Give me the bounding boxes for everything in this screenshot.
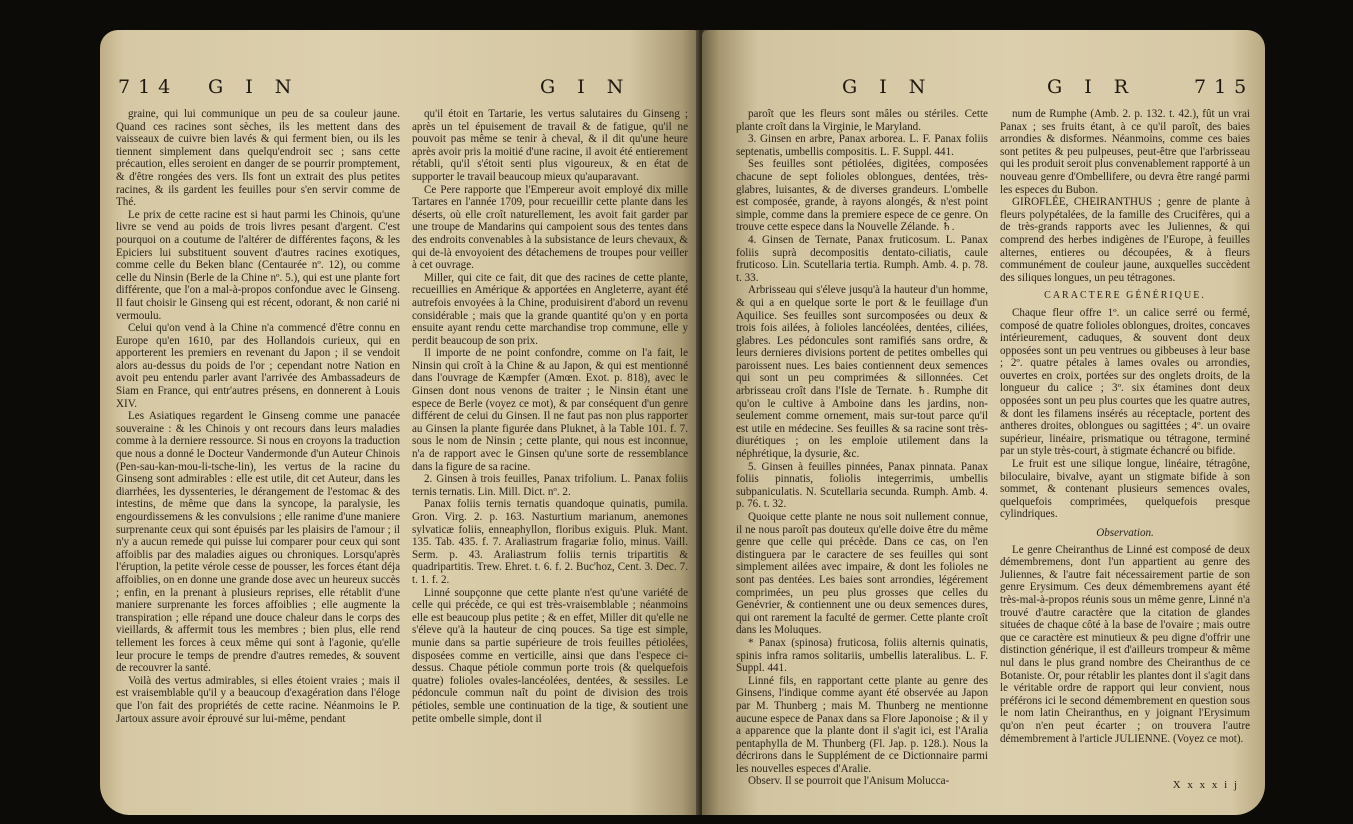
running-head-right-a: G I N [842,76,934,98]
running-head-left-b: G I N [540,76,632,98]
right-page-column-2 [1000,108,1250,784]
paragraph: graine, qui lui communique un peu de sa couleur jaune. Quand ces racines sont sèches, ils les mettent dans des vaisseaux de cuivre bien lavés & qui ferment bien, ou ils les tiennent simplement dans quelqu'endroit sec ; sans cette précaution, elles seroient en danger de se pourrir promptement, & d'être rongées des vers. Ils font un extrait des plus petites racines, & ils gardent les feuilles pour s'en servir comme de Thé. [116,108,400,209]
paragraph: paroît que les fleurs sont mâles ou stériles. Cette plante croît dans la Virginie, le Maryland. [736,108,988,133]
paragraph: 5. Ginsen à feuilles pinnées, Panax pinnata. Panax foliis pinnatis, foliolis integerrimis, umbellis subpaniculatis. N. Scutellaria secunda. Rumph. Amb. 4. p. 76. t. 32. [736,460,988,511]
paragraph: 2. Ginsen à trois feuilles, Panax trifolium. L. Panax foliis ternis ternatis. Lin. Mill. Dict. nº. 2. [412,473,688,498]
running-head-left-a: G I N [208,76,300,98]
paragraph: Miller, qui cite ce fait, dit que des racines de cette plante, recueillies en Amérique & apportées en Angleterre, ayant été autrefois envoyées à la Chine, produisirent d'abord un revenu considérable ; mais que la grande quantité qu'on y en porta ensuite ayant rendu cette marchandise trop commune, elle y perdit beaucoup de son prix. [412,271,688,347]
paragraph: 3. Ginsen en arbre, Panax arborea. L. F. Panax foliis septenatis, umbellis compositis. L. F. Suppl. 441. [736,133,988,158]
paragraph: Observ. Il se pourroit que l'Anisum Molucca- [748,775,950,788]
left-page [100,30,700,815]
paragraph: Chaque fleur offre 1º. un calice serré ou fermé, composé de quatre folioles oblongues, droites, concaves intérieurement, caduques, & souvent dont deux opposées sont un peu ventrues ou gibbeuses à leur base ; 2º. quatre pétales à lames ovales ou arrondies, ouvertes en croix, portées sur des onglets droits, de la longueur du calice ; 3º. six étamines dont deux opposées sont un peu plus courtes que les quatre autres, & dont les filamens insérés au réceptacle, portent des antheres droites, oblongues ou sagittées ; 4º. un ovaire supérieur, linéaire, prismatique ou tétragone, terminé par un style très-court, à stigmate échancré ou bifide. [1000,306,1250,458]
paragraph: Observation. [1096,527,1154,539]
page-number-left: 714 [118,76,179,98]
paragraph: Ce Pere rapporte que l'Empereur avoit employé dix mille Tartares en l'année 1709, pour recueillir cette plante dans les déserts, où elle croît naturellement, les avoit fait garder par une troupe de Mandarins qui campoient sous des tentes dans des endroits convenables à la subsistance de leurs chevaux, & qui de-là envoyoient des détachemens de troupes pour veiller à cet ouvrage. [412,183,688,272]
paragraph: CARACTERE GÉNÉRIQUE. [1044,290,1206,302]
paragraph: Linné fils, en rapportant cette plante au genre des Ginsens, l'indique comme ayant été observée au Japon par M. Thunberg ; mais M. Thunberg ne mentionne aucune espece de Panax dans sa Flore Japonoise ; & il y a apparence que la plante dont il s'agit ici, est l'Aralia pentaphylla de M. Thunberg (Fl. Jap. p. 128.). Nous la décrirons dans le Supplément de ce Dictionnaire parmi les nouvelles especes d'Aralie. [736,674,988,775]
paragraph: Panax foliis ternis ternatis quandoque quinatis, pumila. Gron. Virg. 2. p. 163. Nasturtium marianum, anemones sylvaticæ foliis, enneaphyllon, floribus exiguis. Pluk. Mant. 135. Tab. 435. f. 7. Araliastrum fragariæ folio, minus. Vaill. Serm. p. 43. Araliastrum foliis ternis tripartitis & quadripartitis. Trew. Ehret. t. 6. f. 2. Buc'hoz, Cent. 3. Dec. 7. t. 1. f. 2. [412,498,688,586]
paragraph: num de Rumphe (Amb. 2. p. 132. t. 42.), fût un vrai Panax ; ses fruits étant, à ce qu'il paroît, des baies arrondies & disformes. Néanmoins, comme ces baies sont petites & peu pulpeuses, peut-être que l'arbrisseau qui les produit seroit plus convenablement rapporté à un nouveau genre d'Ombellifere, ou devra être rangé parmi les especes du Bubon. [1000,108,1250,196]
right-page [702,30,1265,815]
paragraph: Le genre Cheiranthus de Linné est composé de deux démembremens, dont l'un appartient au genre des Juliennes, & l'autre fait nécessairement partie de son genre Erysimum. Ces deux démembremens ayant été très-mal-à-propos réunis sous un même genre, Linné n'a trouvé d'autre caractère que la citation de glandes situées de chaque côté à la base de l'ovaire ; mais outre que ce caractère est minutieux & peu digne d'offrir une distinction générique, il est d'ailleurs trompeur & même nul dans le plus grand nombre des Cheiranthus de ce Botaniste. Or, pour rétablir les plantes dont il s'agit dans le véritable ordre de rapport qui leur convient, nous préférons ici le second démembrement en question sous le nom latin Cheiranthus, en y joignant l'Erysimum qu'on n'en peut écarter ; on trouvera l'autre démembrement à l'article JULIENNE. (Voyez ce mot). [1000,543,1250,745]
signature-mark: X x x x i j [1172,779,1239,791]
paragraph: Arbrisseau qui s'éleve jusqu'à la hauteur d'un homme, & qui a en quelque sorte le port & le feuillage d'un Aquilice. Ses feuilles sont surcomposées ou deux & trois fois ailées, à folioles lancéolées, dentées, ciliées, glabres. Les pédoncules sont ramifiés sans ordre, & leurs dernieres divisions portent de petites ombelles qui paroissent nues. Les baies contiennent deux semences qui sont un peu comprimées & sillonnées. Cet arbrisseau croît dans l'Isle de Ternate. ♄. Rumphe dit qu'on le cultive à Amboine dans les jardins, non-seulement comme ornement, mais sur-tout parce qu'il est utile en médecine. Ses feuilles & sa racine sont très-diurétiques ; on les emploie utilement dans la néphrétique, la dysurie, &c. [736,284,988,461]
paragraph: Ses feuilles sont pétiolées, digitées, composées chacune de sept folioles oblongues, dentées, très-glabres, luisantes, & de diverses grandeurs. L'ombelle est composée, grande, à rayons alongés, & n'est point simple, comme dans la premiere espece de ce genre. On trouve cette espece dans la Nouvelle Zélande. ♄. [736,158,988,234]
paragraph: GIROFLÉE, CHEIRANTHUS ; genre de plante à fleurs polypétalées, de la famille des Crucifères, qui a de très-grands rapports avec les Juliennes, & qui comprend des herbes indigènes de l'Europe, à feuilles alternes, entieres ou découpées, & à fleurs communément de couleur jaune, auxquelles succèdent des siliques longues, un peu tétragones. [1000,196,1250,284]
paragraph: Celui qu'on vend à la Chine n'a commencé d'être connu en Europe qu'en 1610, par des Hollandois curieux, qui en apporterent les premiers en revenant du Japon ; il se vendoit alors au-dessus du poids de l'or ; cependant notre Nation en avoit peu entendu parler avant l'arrivée des Ambassadeurs de Siam en France, qui entr'autres présens, en donnerent à Louis XIV. [116,322,400,410]
paragraph: Linné soupçonne que cette plante n'est qu'une variété de celle qui précède, ce qui est très-vraisemblable ; néanmoins elle est beaucoup plus petite ; & en effet, Miller dit qu'elle ne s'éleve qu'à la hauteur de cinq pouces. Sa tige est simple, munie dans sa partie supérieure de trois feuilles pétiolées, disposées comme en verticille, ainsi que dans l'espece ci-dessus. Chaque pétiole commun porte trois (& quelquefois quatre) folioles ovales-lancéolées, dentées, & sessiles. Le pédoncule commun naît du point de division des trois pétioles, semble une continuation de la tige, & soutient une petite ombelle simple, dont il [412,586,688,725]
left-page-column-2 [412,108,688,798]
open-book [100,30,1265,815]
paragraph: Les Asiatiques regardent le Ginseng comme une panacée souveraine : & les Chinois y ont recours dans leurs maladies comme à la derniere ressource. Si nous en croyons la traduction que nous a donné le Docteur Vandermonde d'un Auteur Chinois (Pen-sau-kan-mou-li-tsche-lin), les vertus de la racine du Ginseng sont admirables : elle est utile, dit cet Auteur, dans les diarrhées, les dyssenteries, le dérangement de l'estomac & des intestins, de même que dans la syncope, la paralysie, les engourdissemens & les convulsions ; elle ranime d'une maniere surprenante ceux qui sont épuisés par les plaisirs de l'amour ; il n'y a aucun remede qui puisse lui comparer pour ceux qui sont affoiblis par des maladies aigues ou chroniques. Lorsqu'après l'éruption, la petite vérole cesse de pousser, les forces étant déja affoiblies, on en donne une grande dose avec un heureux succès ; enfin, en la prenant à plusieurs reprises, elle rétablit d'une maniere surprenante les forces affoiblies ; elle augmente la transpiration ; elle répand une douce chaleur dans le corps des vieillards, & affermit tous les membres ; bien plus, elle rend tellement les forces à ceux même qui sont à l'agonie, qu'elle leur procure le temps de prendre d'autres remedes, & souvent de recouvrer la santé. [116,410,400,675]
paragraph: 4. Ginsen de Ternate, Panax fruticosum. L. Panax foliis suprà decompositis dentato-ciliatis, caule fruticoso. Lin. Scutellaria tertia. Rumph. Amb. 4. p. 78. t. 33. [736,233,988,284]
paragraph: Quoique cette plante ne nous soit nullement connue, il ne nous paroît pas douteux qu'elle doive être du même genre que celle qui précède. Dans ce cas, on l'en distinguera par le caractere de ses feuilles qui sont simplement ailées avec impaire, & dont les folioles ne sont pas dentées. Les baies sont arrondies, légérement comprimées, un peu plus grosses que celles du Genévrier, & contiennent une ou deux semences dures, qui ont rarement la faculté de germer. Cette plante croît dans les Moluques. [736,511,988,637]
paragraph: Voilà des vertus admirables, si elles étoient vraies ; mais il est vraisemblable qu'il y a beaucoup d'exagération dans l'éloge que l'on fait des propriétés de cette racine. Néanmoins le P. Jartoux assure avoir éprouvé sur lui-même, pendant [116,674,400,725]
right-page-column-1 [736,108,988,798]
page-number-right: 715 [1194,76,1255,98]
paragraph: Le fruit est une silique longue, linéaire, tétragône, biloculaire, bivalve, ayant un stigmate bifide à son sommet, & contenant plusieurs semences ovales, quelquefois comprimées, quelquefois presque cylindriques. [1000,458,1250,521]
paragraph: Il importe de ne point confondre, comme on l'a fait, le Ninsin qui croît à la Chine & au Japon, & qui est mentionné dans l'ouvrage de Kæmpfer (Amœn. Exot. p. 818), avec le Ginsen dont nous venons de traiter ; le Ninsin étant une espece de Berle (voyez ce mot), & par conséquent d'un genre différent de celui du Ginsen. Il ne faut pas non plus rapporter au Ginsen la plante figurée dans Pluknet, à la Table 101. f. 7. sous le nom de Ninsin ; cette plante, qui nous est inconnue, n'a de rapport avec le Ginsen qu'une sorte de ressemblance dans la figure de sa racine. [412,347,688,473]
running-head-right-b: G I R [1047,76,1137,98]
paragraph: qu'il étoit en Tartarie, les vertus salutaires du Ginseng ; après un tel épuisement de travail & de fatigue, qu'il ne pouvoit pas même se tenir à cheval, & il dit qu'une heure après avoir pris la moitié d'une racine, il avoit été entierement rétabli, qu'il s'étoit senti plus vigoureux, & en état de supporter le travail beaucoup mieux qu'auparavant. [412,108,688,183]
paragraph: * Panax (spinosa) fruticosa, foliis alternis quinatis, spinis infra ramos solitariis, umbellis lateralibus. L. F. Suppl. 441. [736,636,988,675]
left-page-column-1 [116,108,400,798]
paragraph: Le prix de cette racine est si haut parmi les Chinois, qu'une livre se vend au poids de trois livres pesant d'argent. C'est pourquoi on a coutume de l'altérer de différentes façons, & les Epiciers lui substituent souvent d'autres racines exotiques, comme celle du Beken blanc (Centaurée nº. 12), ou comme celle du Ninsin (Berle de la Chine nº. 5.), qui est une plante fort différente, que l'on a mal-à-propos confondue avec le Ginseng. Il faut choisir le Ginseng qui est récent, odorant, & non carié ni vermoulu. [116,208,400,322]
